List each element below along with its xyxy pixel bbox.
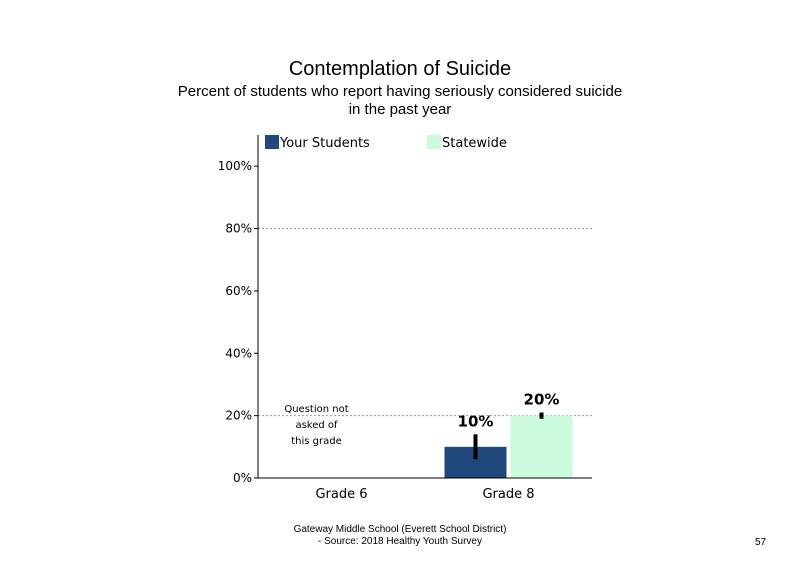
- gridlines: [258, 229, 592, 416]
- y-tick-label: 60%: [225, 283, 252, 298]
- legend-label: Statewide: [442, 136, 507, 151]
- y-tick-label: 40%: [225, 346, 252, 361]
- legend-swatch: [427, 135, 441, 149]
- chart-title: Contemplation of Suicide: [288, 58, 512, 80]
- bar-statewide: [511, 416, 573, 478]
- y-tick-label: 80%: [225, 221, 252, 236]
- x-category-label: Grade 6: [315, 487, 368, 502]
- y-tick-label: 0%: [232, 471, 252, 485]
- page-number: 57: [755, 537, 767, 548]
- annotation-line: asked of: [295, 420, 338, 431]
- data-label: 20%: [523, 390, 560, 409]
- data-label: 10%: [457, 412, 494, 431]
- footer: [200, 524, 600, 548]
- annotation-line: this grade: [291, 436, 342, 447]
- legend-label: Your Students: [280, 136, 370, 151]
- subtitle-line-1: Percent of students who report having seriously considered suicide: [177, 83, 623, 100]
- legend: [265, 135, 507, 151]
- footer-source: - Source: 2018 Healthy Youth Survey: [318, 536, 482, 547]
- y-tick-label: 100%: [217, 159, 252, 174]
- subtitle-line-2: in the past year: [348, 101, 452, 118]
- footer-school: Gateway Middle School (Everett School District): [293, 524, 507, 535]
- legend-swatch: [265, 135, 279, 149]
- labels: [218, 159, 560, 502]
- x-category-label: Grade 8: [482, 487, 535, 502]
- annotation-line: Question not: [284, 404, 349, 415]
- y-tick-label: 20%: [225, 408, 252, 423]
